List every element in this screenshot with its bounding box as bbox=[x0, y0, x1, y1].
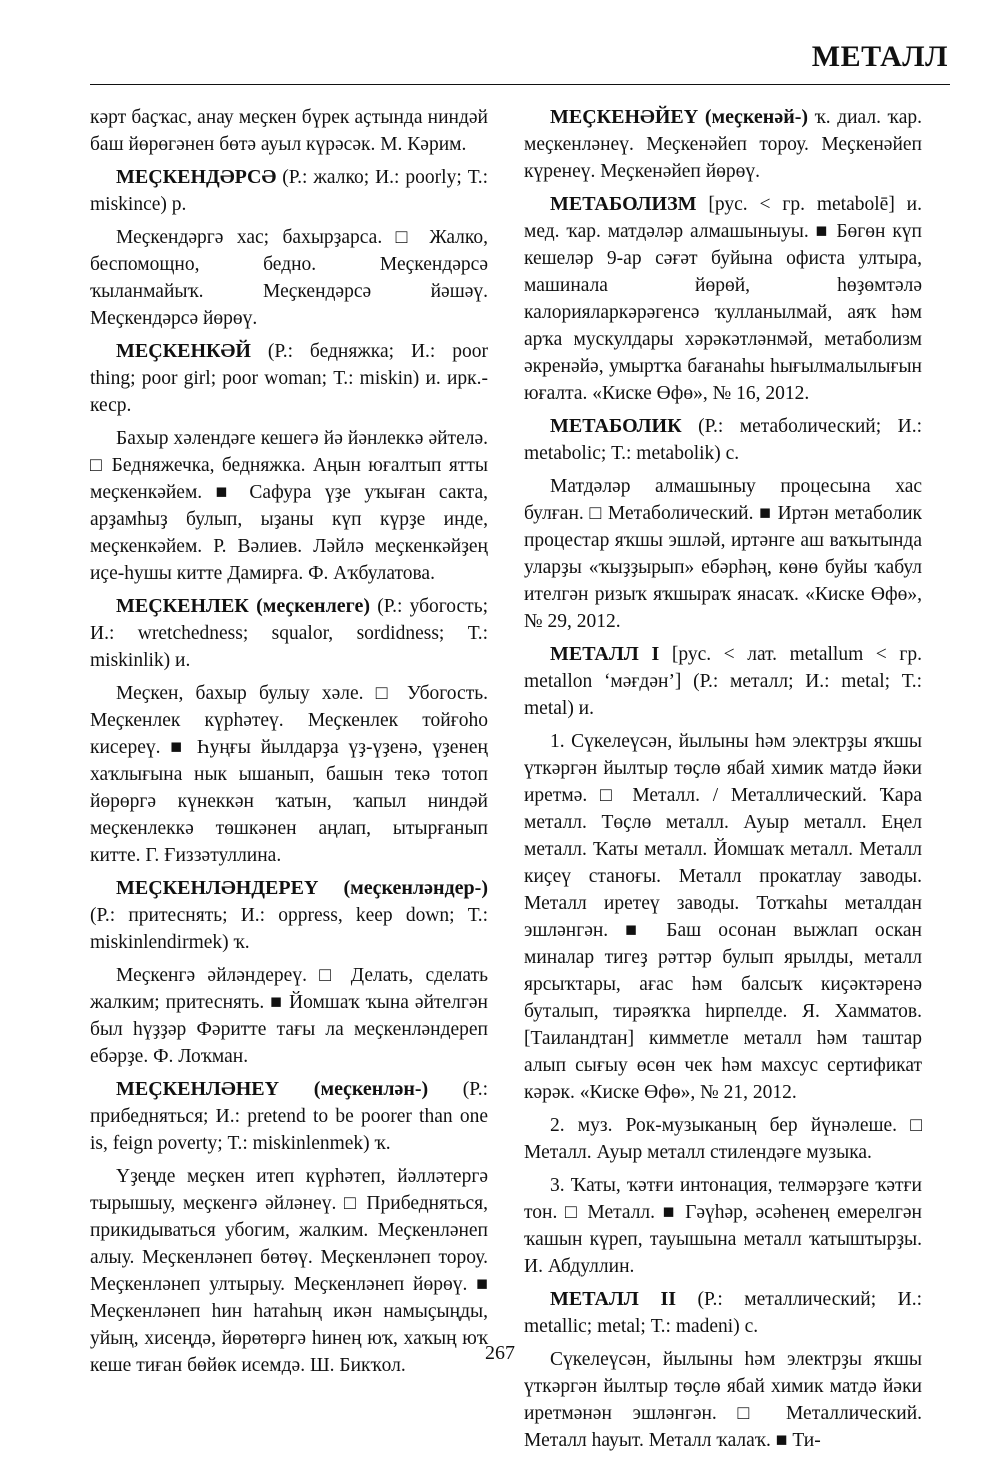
headword: МЕТАЛЛ I bbox=[550, 643, 660, 665]
entry-meskendarse bbox=[90, 164, 488, 218]
entry-grammar: [рус. < лат. metallum < гр. metallon ‘мәғдән’] (Р.: металл; И.: metal; Т.: metal) и. bbox=[524, 644, 922, 719]
left-column bbox=[90, 104, 488, 1385]
headword: МЕҪКЕНЛЕК (меҫкенлеге) bbox=[116, 595, 371, 617]
header-rule bbox=[90, 84, 950, 85]
headword: МЕТАЛЛ II bbox=[550, 1288, 677, 1310]
entry-metall-2 bbox=[524, 1286, 922, 1340]
entry-meskenkay bbox=[90, 338, 488, 419]
running-head: МЕТАЛЛ bbox=[811, 40, 948, 73]
headword: МЕҪКЕНКӘЙ bbox=[116, 340, 251, 362]
entry-grammar: (Р.: метаболический; И.: metabolic; Т.: metabolik) с. bbox=[524, 416, 922, 464]
entry-grammar: ҡ. диал. ҡар. меҫкенләнеү. Меҫкенәйеп тороу. Меҫкенәйеп күренеү. Меҫкенәйеп йөрөү. bbox=[524, 107, 922, 182]
entry-grammar: (Р.: прибедняться; И.: pretend to be poorer than one is, feign poverty; Т.: miskinlenmek) ҡ. bbox=[90, 1079, 488, 1154]
headword: МЕТАБОЛИК bbox=[550, 415, 682, 437]
entry-meskenlanderew bbox=[90, 875, 488, 956]
entry-meskenayew bbox=[524, 104, 922, 185]
entry-grammar: [рус. < гр. metabolē] и. мед. ҡар. матдәләр алмашыныуы. ■ Бөгөн күп кешеләр 9-ар сәғәт буйына офиста ултыра, машинала йөрөй, һөҙөмтәлә калорияларкәрәгенсә ҡулланылмай, аяҡ һәм арҡа мускулдары хәрәкәтләнмәй, метаболизм әкренәйә, умыртҡа бағанаһы һығылмалылығын юғалта. «Киске Өфө», № 16, 2012. bbox=[524, 194, 922, 404]
entry-definition: Меҫкен, бахыр булыу хәле. □ Убогость. Меҫкенлек күрһәтеү. Меҫкенлек тойғоho кисереү. ■ Һуңғы йылдарҙа үҙ-үҙенә, үҙенең хаҡлығына нык ышанып, башын текә тотоп йөрөргә күнеккән ҡатын, ҡапыл ниндәй меҫкенлеккә төшкәнен аңлап, ытырғанып китте. Г. Ғиззәтуллина. bbox=[90, 683, 488, 866]
headword: МЕҪКЕНӘЙЕҮ (меҫкенәй-) bbox=[550, 106, 809, 128]
page-number: 267 bbox=[485, 1342, 515, 1364]
entry-meskenlanew bbox=[90, 1076, 488, 1157]
entry-definition: Меҫкенгә әйләндереү. □ Делать, сделать жалким; притеснять. ■ Йомшаҡ ҡына әйтелгән был һүҙҙәр Фәритте тағы ла меҫкенләндереп ебәрҙе. Ф. Лоҡман. bbox=[90, 965, 488, 1067]
entry-grammar: (Р.: бедняжка; И.: poor thing; poor girl; poor woman; Т.: miskin) и. ирк.-кеср. bbox=[90, 341, 488, 416]
entry-definition: Меҫкендәргә хас; бахырҙарса. □ Жалко, беспомощно, бедно. Меҫкендәрсә ҡыланмайыҡ. Меҫкендәрсә йәшәү. Меҫкендәрсә йөрөү. bbox=[90, 227, 488, 329]
entry-definition: Үҙеңде меҫкен итеп күрһәтеп, йәлләтергә тырышыу, меҫкенгә әйләнеү. □ Прибедняться, прикидываться убогим, жалким. Меҫкенләнеп алыу. Меҫкенләнеп бөтөү. Меҫкенләнеп тороу. Меҫкенләнеп ултырыу. Меҫкенләнеп йөрөү. ■ Меҫкенләнеп һин һатаһың икән намыҫыңды, уйың, хисеңдә, йөрөтөргә һинең юҡ, хаҡың юҡ кеше тиған бөйөк исемдә. Ш. Бикҡол. bbox=[90, 1166, 488, 1376]
headword: МЕТАБОЛИЗМ bbox=[550, 193, 697, 215]
headword: МЕҪКЕНЛӘНДЕРЕҮ (меҫкенләндер-) bbox=[116, 877, 488, 899]
entry-definition: Матдәләр алмашыныу процесына хас булған. □ Метаболический. ■ Иртән метаболик процестар яҡшы эшләй, иртәнге аш ваҡытында уларҙы «ҡыҙҙырып» ебәрһәң, көнө буйы ҡабул ителгән ризыҡ яҡшыраҡ янасаҡ. «Киске Өфө», № 29, 2012. bbox=[524, 476, 922, 632]
continued-entry: кәрт баҫҡас, анау меҫкен бүрек аҫтында ниндәй баш йөрөгәнен бөтә ауыл күрәсәк. М. Кәрим. bbox=[90, 107, 488, 155]
sense-2: 2. муз. Рок-музыканың бер йүнәлеше. □ Металл. Ауыр металл стилендәге музыка. bbox=[524, 1115, 922, 1163]
entry-grammar: (Р.: жалко; И.: poorly; Т.: miskince) р. bbox=[90, 167, 488, 215]
entry-definition: Сүкелеүсән, йылыны һәм электрҙы яҡшы үткәргән йылтыр төҫлө ябай химик матдә йәки иретмәнән эшләнгән. □ Металлический. Металл һауыт. Металл ҡалаҡ. ■ Ти- bbox=[524, 1349, 922, 1451]
entry-grammar: (Р.: убогость; И.: wretchedness; squalor, sordidness; Т.: miskinlik) и. bbox=[90, 596, 488, 671]
entry-meskenlek bbox=[90, 593, 488, 674]
entry-grammar: (Р.: металлический; И.: metallic; metal; Т.: madeni) с. bbox=[524, 1289, 923, 1337]
entry-grammar: (Р.: притеснять; И.: oppress, keep down; Т.: miskinlendirmek) ҡ. bbox=[90, 905, 488, 953]
entry-metall-1 bbox=[524, 641, 922, 722]
sense-3: 3. Ҡаты, ҡәтғи интонация, телмәрҙәге ҡәтғи тон. □ Металл. ■ Гәүһәр, әсәһенең емерелгән ҡашын күреп, тауышына металл ҡатыштырҙы. И. Абдуллин. bbox=[524, 1175, 922, 1277]
headword: МЕҪКЕНДӘРСӘ bbox=[116, 166, 277, 188]
headword: МЕҪКЕНЛӘНЕҮ (меҫкенлән-) bbox=[116, 1078, 429, 1100]
right-column bbox=[524, 104, 922, 1460]
entry-metabolik bbox=[524, 413, 922, 467]
sense-1: 1. Сүкелеүсән, йылыны һәм электрҙы яҡшы үткәргән йылтыр төҫлө ябай химик матдә йәки иретмә. □ Металл. / Металлический. Ҡара металл. Төҫлө металл. Ауыр металл. Еңел металл. Ҡаты металл. Йомшаҡ металл. Металл киҫеү станоғы. Металл прокатлау заводы. Металл иретеү заводы. Тотҡаһы металдан эшләнгән. ■ Баш осонан выжлап оскан миналар тигеҙ рәттәр булып ярылды, металл ярсыҡтары, ағас һәм балсыҡ киҫәктәренә буталып, тирәяҡҡа һирпелде. Я. Хамматов. [Таиландтан] кимметле металл һәм таштар алып сығыу өсөн чек һәм махсус сертификат кәрәк. «Киске Өфө», № 21, 2012. bbox=[524, 731, 922, 1103]
entry-metabolizm bbox=[524, 191, 922, 407]
entry-definition: Бахыр хәлендәге кешегә йә йәнлеккә әйтелә. □ Бедняжечка, бедняжка. Аңын юғалтып ятты меҫкенкәйем. ■ Сафура үҙе уҡыған сакта, арҙамһыҙ булып, ыҙаны күп күрҙе инде, меҫкенкәйем. Р. Вәлиев. Ләйлә меҫкенкәйҙең иҫе-һушы китте Дамирға. Ф. Аҡбулатова. bbox=[90, 428, 488, 584]
